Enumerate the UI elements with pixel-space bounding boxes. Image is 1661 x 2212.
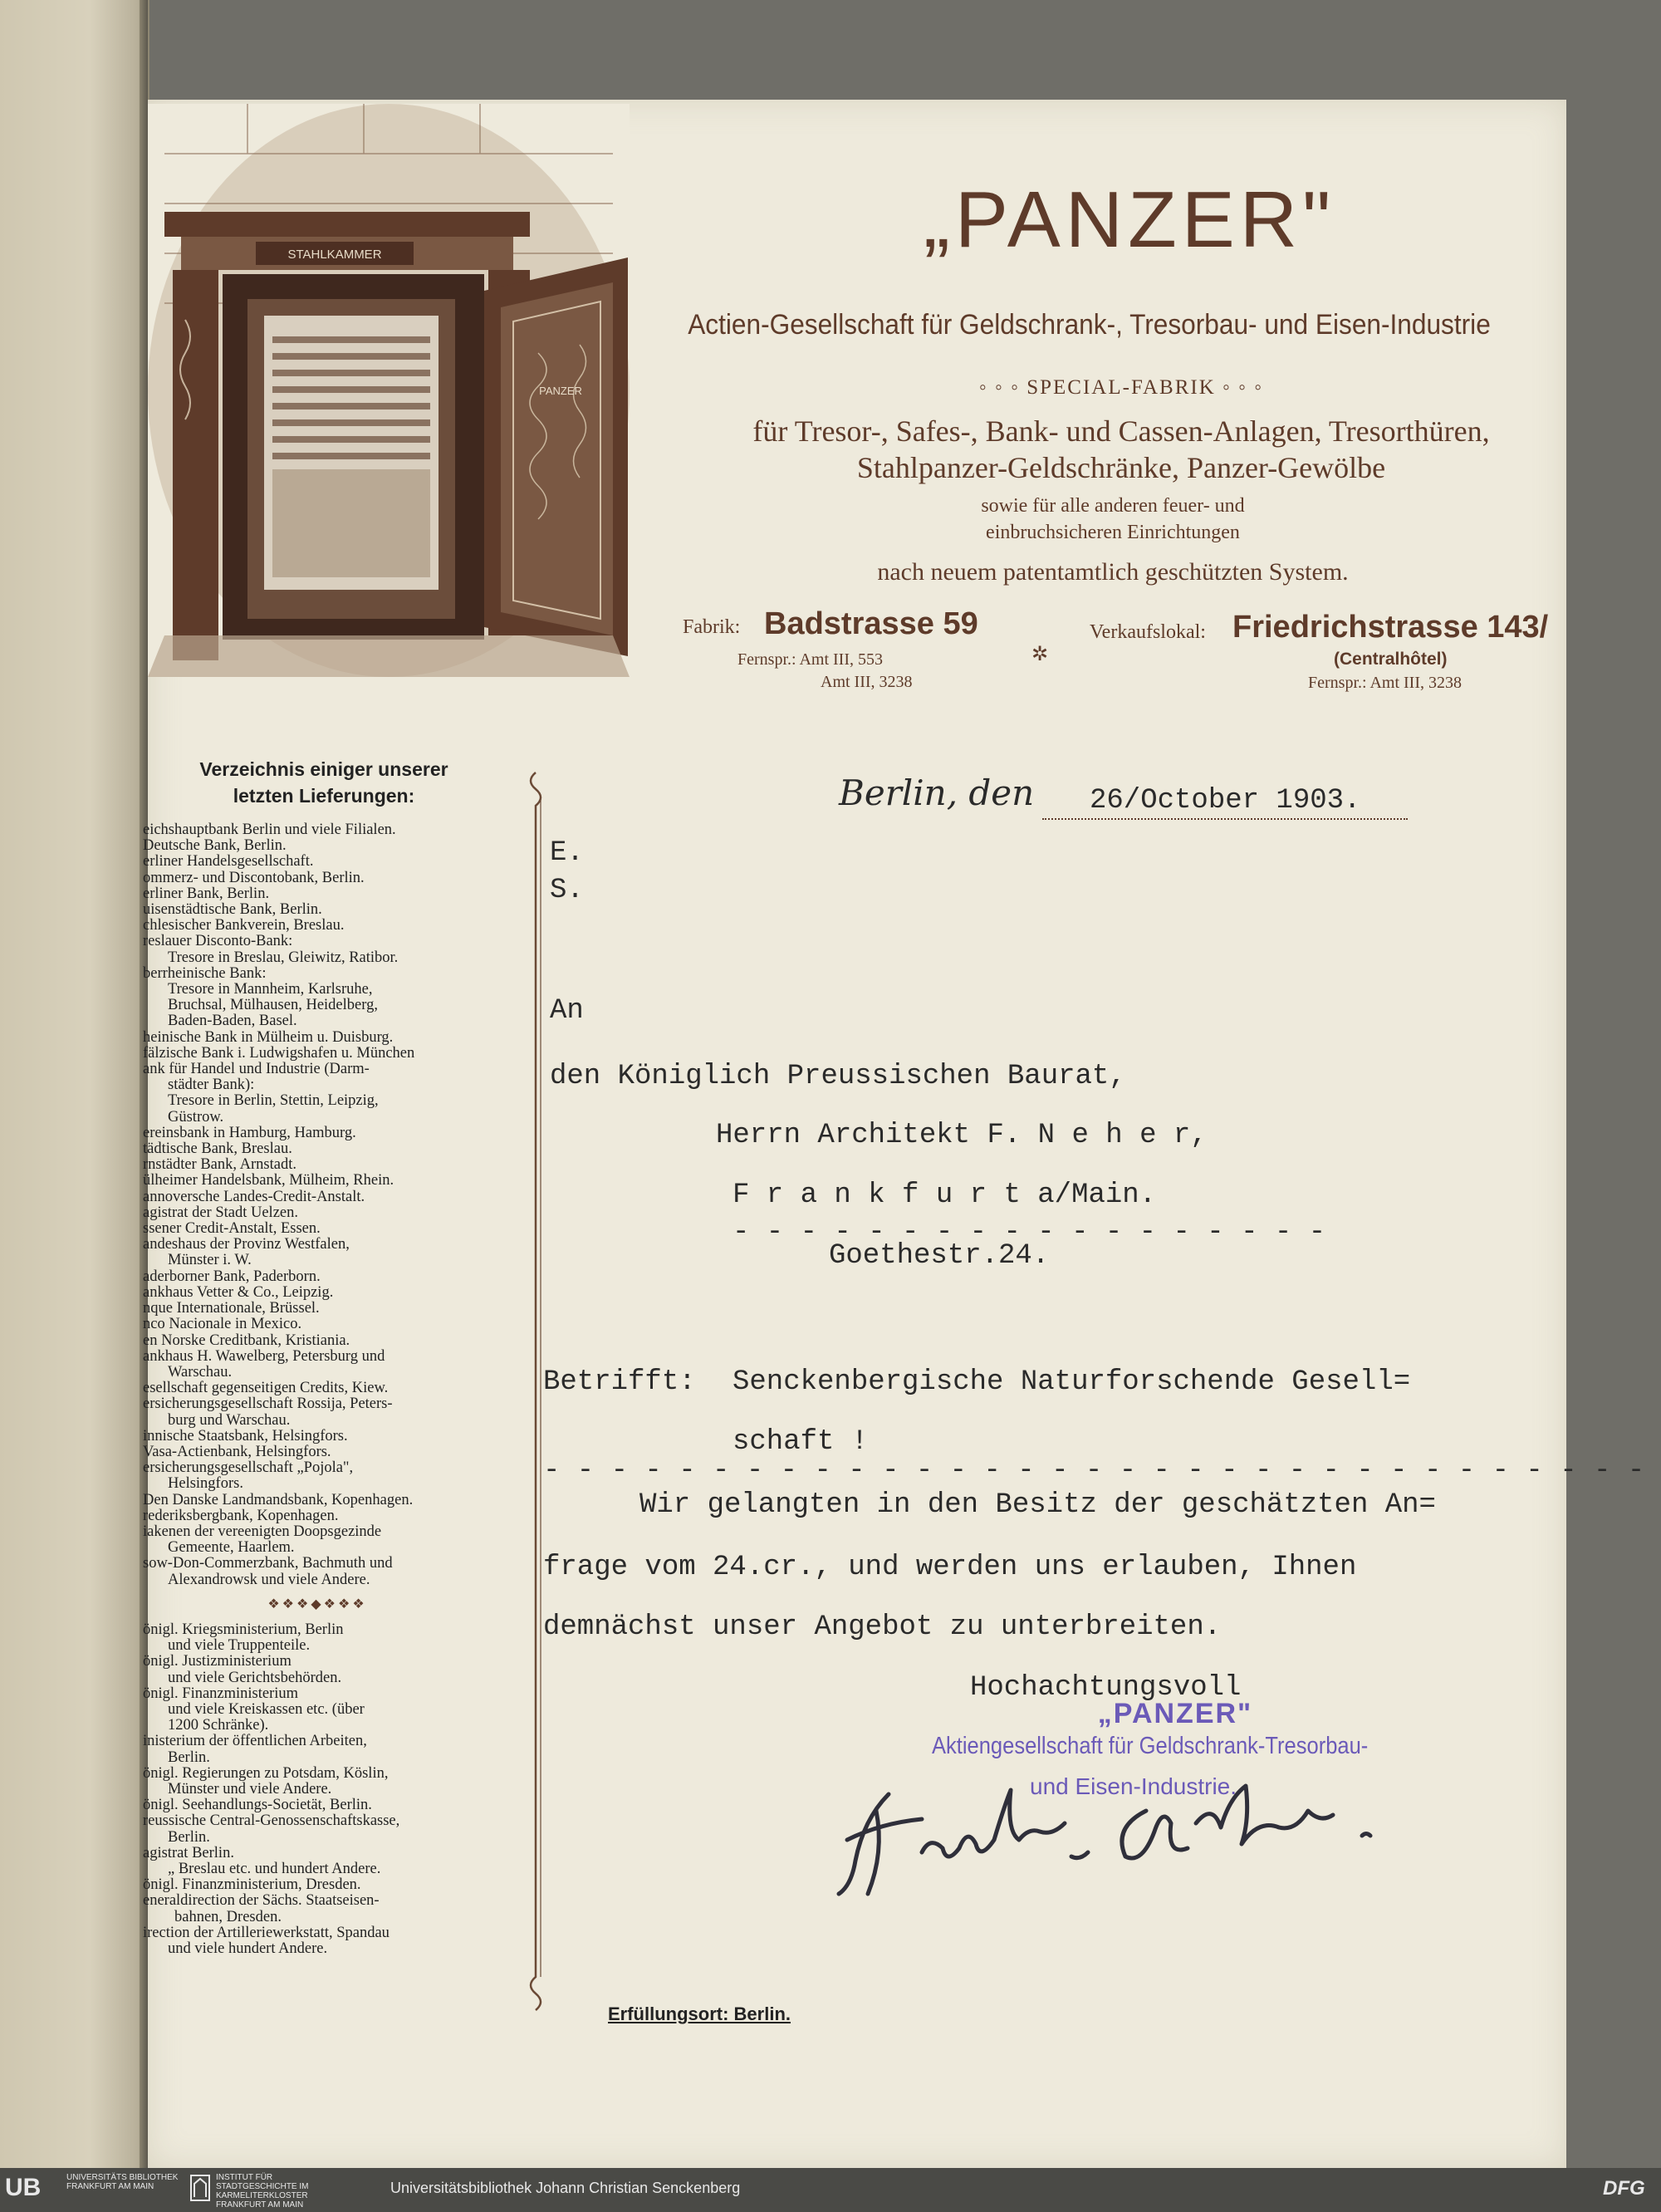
- vignette-door-text: PANZER: [539, 385, 582, 397]
- reference-entry: önigl. Justizministerium: [143, 1653, 292, 1670]
- firm-name: „PANZER": [923, 175, 1336, 264]
- reference-entry: nco Nacionale in Mexico.: [143, 1316, 302, 1333]
- factory-phone-1: Fernspr.: Amt III, 553: [737, 650, 883, 669]
- reference-entry: önigl. Seehandlungs-Societät, Berlin.: [143, 1797, 372, 1814]
- reference-entry: Den Danske Landmandsbank, Kopenhagen.: [143, 1491, 414, 1508]
- previous-page-strip: [0, 0, 149, 2168]
- reference-entry: Berlin.: [168, 1828, 210, 1846]
- subject-label: Betrifft:: [543, 1366, 696, 1398]
- place-of-fulfillment: Erfüllungsort: Berlin.: [608, 2004, 791, 2024]
- closing-phrase: Hochachtungsvoll: [970, 1672, 1242, 1704]
- reference-entry: eichshauptbank Berlin und viele Filialen.: [143, 822, 396, 838]
- vault-door-illustration: [148, 104, 630, 677]
- reference-entry: ankhaus Vetter & Co., Leipzig.: [143, 1283, 334, 1301]
- reference-entry: Gemeente, Haarlem.: [168, 1539, 295, 1557]
- subject-line-2: schaft !: [733, 1426, 869, 1458]
- references-title-line-1: Verzeichnis einiger unserer: [199, 758, 448, 780]
- reference-entry: chlesischer Bankverein, Breslau.: [143, 917, 345, 934]
- reference-entry: „ Breslau etc. und hundert Andere.: [168, 1861, 381, 1877]
- reference-entry: esellschaft gegenseitigen Credits, Kiew.: [143, 1380, 389, 1397]
- reference-entry: Helsingfors.: [168, 1475, 243, 1493]
- institute-logo-icon: [189, 2174, 211, 2202]
- dfg-logo: DFG: [1603, 2177, 1645, 2200]
- reference-entry: ssener Credit-Anstalt, Essen.: [143, 1220, 321, 1238]
- stamp-firm-name: „PANZER": [1097, 1698, 1253, 1729]
- reference-entry: agistrat der Stadt Uelzen.: [143, 1204, 298, 1221]
- products-line-2: Stahlpanzer-Geldschränke, Panzer-Gewölbe: [856, 451, 1386, 484]
- reference-entry: Tresore in Berlin, Stettin, Leipzig,: [168, 1092, 379, 1110]
- special-fabrik-label: ◦ ◦ ◦ SPECIAL-FABRIK ◦ ◦ ◦: [978, 376, 1264, 399]
- reference-entry: aderborner Bank, Paderborn.: [143, 1268, 321, 1285]
- reference-entry: ereinsbank in Hamburg, Hamburg.: [143, 1124, 356, 1141]
- sales-office-hotel: (Centralhôtel): [1334, 650, 1448, 669]
- reference-entry: önigl. Finanzministerium: [143, 1685, 299, 1702]
- reference-entry: Tresore in Breslau, Gleiwitz, Ratibor.: [168, 949, 399, 966]
- reference-entry: und viele Kreiskassen etc. (über: [168, 1700, 365, 1718]
- reference-entry: önigl. Finanzministerium, Dresden.: [143, 1876, 361, 1894]
- footer-library-name: Universitätsbibliothek Johann Christian Senckenberg: [390, 2180, 741, 2196]
- ub-logo: UB: [5, 2174, 42, 2201]
- reference-entry: rnstädter Bank, Arnstadt.: [143, 1156, 296, 1174]
- reference-entry: und viele Gerichtsbehörden.: [168, 1669, 342, 1686]
- reference-entry: Warschau.: [168, 1363, 233, 1381]
- reference-entry: innische Staatsbank, Helsingfors.: [143, 1427, 348, 1444]
- reference-entry: nque Internationale, Brüssel.: [143, 1300, 320, 1317]
- stamp-line-2: und Eisen-Industrie.: [1030, 1773, 1237, 1799]
- ub-logo-text: UNIVERSITÄTS BIBLIOTHEK FRANKFURT AM MAIN: [66, 2173, 179, 2191]
- body-line-2: frage vom 24.cr., und werden uns erlauben, Ihnen: [543, 1552, 1357, 1583]
- address-line-1: den Königlich Preussischen Baurat,: [550, 1061, 1126, 1092]
- reference-entry: rederiksbergbank, Kopenhagen.: [143, 1507, 339, 1524]
- reference-entry: und viele Truppenteile.: [168, 1637, 311, 1655]
- reference-entry: Alexandrowsk und viele Andere.: [168, 1571, 370, 1588]
- reference-entry: Berlin.: [168, 1749, 210, 1766]
- reference-entry: reslauer Disconto-Bank:: [143, 933, 293, 950]
- reference-entry: fälzische Bank i. Ludwigshafen u. München: [143, 1044, 415, 1062]
- reference-entry: annoversche Landes-Credit-Anstalt.: [143, 1188, 365, 1205]
- reference-entry: Tresore in Mannheim, Karlsruhe,: [168, 981, 373, 998]
- factory-phone-2: Amt III, 3238: [821, 673, 913, 691]
- reference-entry: städter Bank):: [168, 1077, 255, 1094]
- factory-label: Fabrik:: [683, 616, 741, 638]
- reference-entry: eneraldirection der Sächs. Staatseisen-: [143, 1892, 380, 1910]
- misc-line-1: sowie für alle anderen feuer- und: [981, 495, 1245, 517]
- reference-s: S.: [550, 875, 584, 906]
- reference-entry: önigl. Regierungen zu Potsdam, Köslin,: [143, 1764, 389, 1782]
- body-line-1: Wir gelangten in den Besitz der geschätzten An=: [639, 1489, 1436, 1521]
- reference-entry: agistrat Berlin.: [143, 1844, 234, 1861]
- reference-entry: und viele hundert Andere.: [168, 1940, 328, 1958]
- reference-entry: ank für Handel und Industrie (Darm-: [143, 1061, 370, 1078]
- reference-entry: Güstrow.: [168, 1108, 224, 1126]
- reference-entry: irection der Artilleriewerkstatt, Spandau: [143, 1924, 390, 1941]
- body-line-3: demnächst unser Angebot zu unterbreiten.: [543, 1611, 1222, 1643]
- reference-entry: 1200 Schränke).: [168, 1717, 269, 1734]
- address-line-4: Goethestr.24.: [829, 1240, 1050, 1272]
- factory-address: Badstrasse 59: [764, 606, 978, 641]
- reference-entry: önigl. Kriegsministerium, Berlin: [143, 1621, 344, 1638]
- products-line-1: für Tresor-, Safes-, Bank- und Cassen-Anlagen, Tresorthüren,: [752, 414, 1490, 448]
- date-dotted-rule: [1042, 818, 1408, 820]
- reference-entry: ersicherungsgesellschaft Rossija, Peters-: [143, 1395, 393, 1413]
- reference-entry: ersicherungsgesellschaft „Pojola",: [143, 1459, 354, 1477]
- references-title-line-2: letzten Lieferungen:: [233, 785, 415, 807]
- reference-entry: tädtische Bank, Breslau.: [143, 1140, 292, 1158]
- sales-office-address: Friedrichstrasse 143/: [1232, 610, 1549, 645]
- misc-line-2: einbruchsicheren Einrichtungen: [986, 522, 1240, 543]
- subject-dash-rule: - - - - - - - - - - - - - - - - - - - - - - - - - - - - - - - - -: [543, 1455, 1645, 1487]
- reference-entry: ommerz- und Discontobank, Berlin.: [143, 869, 365, 886]
- reference-entry: berrheinische Bank:: [143, 964, 267, 982]
- address-an: An: [550, 995, 584, 1027]
- stamp-line-1: Aktiengesellschaft für Geldschrank-Tresorbau-: [932, 1733, 1369, 1759]
- reference-entry: Münster i. W.: [168, 1252, 252, 1269]
- reference-entry: ülheimer Handelsbank, Mülheim, Rhein.: [143, 1172, 394, 1189]
- reference-entry: uisenstädtische Bank, Berlin.: [143, 901, 322, 919]
- reference-entry: Deutsche Bank, Berlin.: [143, 837, 287, 855]
- vignette-plaque-text: STAHLKAMMER: [287, 248, 382, 262]
- reference-entry: Bruchsal, Mülhausen, Heidelberg,: [168, 997, 378, 1014]
- subject-line-1: Senckenbergische Naturforschende Gesell=: [733, 1366, 1411, 1398]
- reference-entry: burg und Warschau.: [168, 1411, 291, 1429]
- references-ornament: ❖❖❖◆❖❖❖: [267, 1596, 367, 1611]
- reference-entry: erliner Handelsgesellschaft.: [143, 853, 314, 871]
- reference-entry: en Norske Creditbank, Kristiania.: [143, 1332, 350, 1349]
- references-list: [143, 822, 492, 1957]
- reference-entry: Münster und viele Andere.: [168, 1780, 332, 1798]
- letter-date: 26/October 1903.: [1090, 785, 1361, 817]
- reference-entry: ankhaus H. Wawelberg, Petersburg und: [143, 1347, 385, 1365]
- reference-entry: andeshaus der Provinz Westfalen,: [143, 1236, 350, 1253]
- firm-subtitle: Actien-Gesellschaft für Geldschrank-, Tresorbau- und Eisen-Industrie: [688, 309, 1491, 341]
- star-ornament-icon: ✲: [1031, 644, 1049, 665]
- address-line-2: Herrn Architekt F. N e h e r,: [716, 1120, 1208, 1151]
- reference-entry: heinische Bank in Mülheim u. Duisburg.: [143, 1028, 394, 1046]
- reference-entry: Baden-Baden, Basel.: [168, 1013, 297, 1030]
- patent-system-line: nach neuem patentamtlich geschützten System.: [877, 558, 1349, 586]
- reference-entry: reussische Central-Genossenschaftskasse,: [143, 1812, 400, 1830]
- reference-entry: sow-Don-Commerzbank, Bachmuth und: [143, 1555, 393, 1572]
- address-dash-rule: - - - - - - - - - - - - - - - - - -: [733, 1217, 1326, 1248]
- address-line-3: F r a n k f u r t a/Main.: [733, 1180, 1157, 1211]
- reference-entry: iakenen der vereenigten Doopsgezinde: [143, 1523, 382, 1540]
- reference-e: E.: [550, 837, 584, 869]
- reference-entry: Vasa-Actienbank, Helsingfors.: [143, 1443, 331, 1460]
- date-place: Berlin, den: [839, 772, 1035, 813]
- reference-entry: inisterium der öffentlichen Arbeiten,: [143, 1733, 367, 1750]
- sales-office-label: Verkaufslokal:: [1090, 621, 1206, 643]
- institute-logo-text: INSTITUT FÜR STADTGESCHICHTE IM KARMELITERKLOSTER FRANKFURT AM MAIN: [216, 2173, 309, 2210]
- handwritten-signatures: [797, 1778, 1445, 1910]
- reference-entry: erliner Bank, Berlin.: [143, 885, 270, 902]
- reference-entry: bahnen, Dresden.: [174, 1908, 282, 1925]
- sales-office-phone: Fernspr.: Amt III, 3238: [1308, 674, 1462, 692]
